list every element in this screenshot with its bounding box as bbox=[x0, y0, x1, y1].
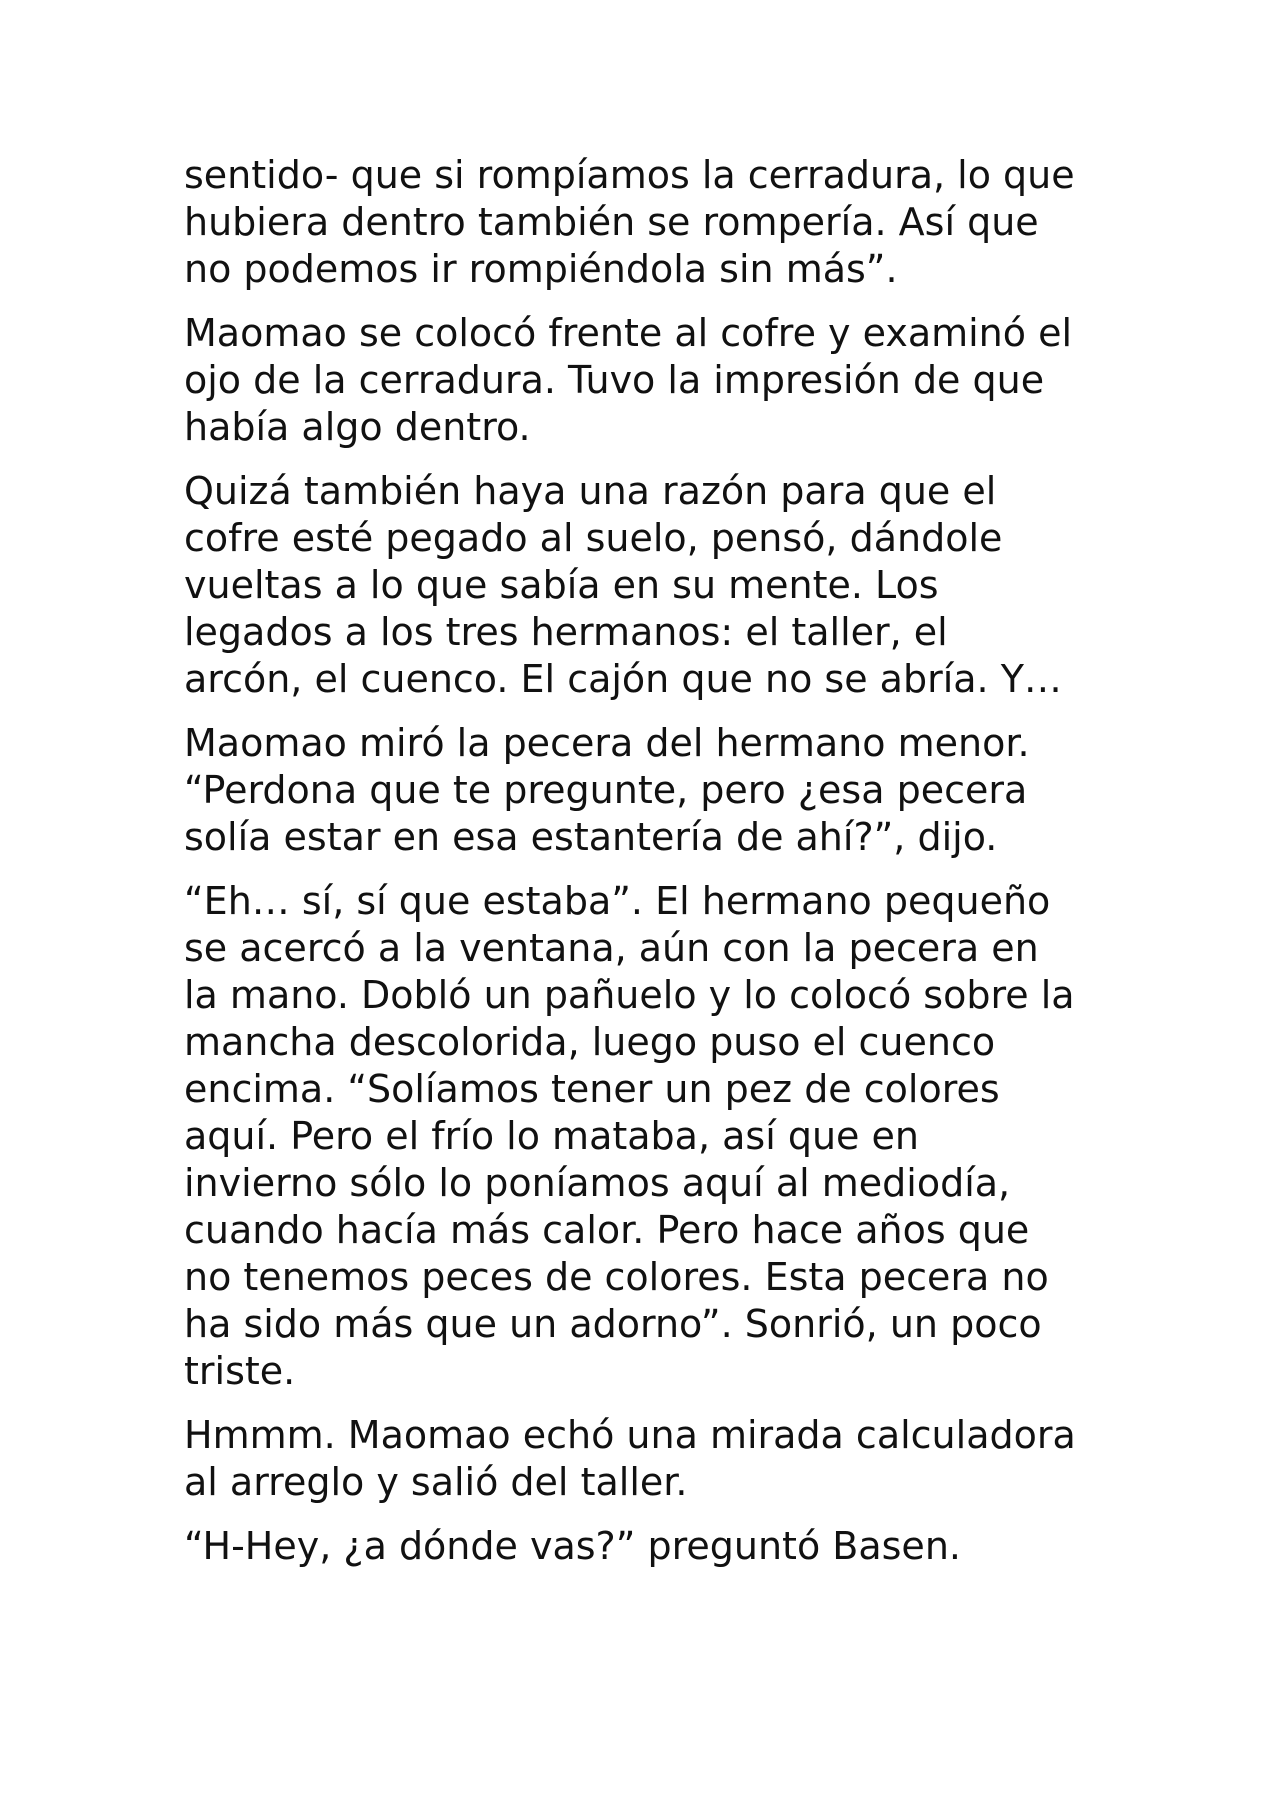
text-line: solía estar en esa estantería de ahí?”, dijo. bbox=[184, 815, 998, 859]
text-line: arcón, el cuenco. El cajón que no se abría. Y… bbox=[184, 657, 1062, 701]
paragraph-5 bbox=[184, 878, 1124, 1395]
paragraph-4 bbox=[184, 720, 1124, 861]
text-line: se acercó a la ventana, aún con la pecera en bbox=[184, 926, 1039, 970]
text-line: “Eh… sí, sí que estaba”. El hermano pequeño bbox=[184, 879, 1051, 923]
paragraph-6 bbox=[184, 1412, 1124, 1506]
paragraph-1 bbox=[184, 152, 1124, 293]
text-line: triste. bbox=[184, 1349, 296, 1393]
text-line: había algo dentro. bbox=[184, 405, 531, 449]
text-line: sentido- que si rompíamos la cerradura, lo que bbox=[184, 153, 1075, 197]
text-line: no podemos ir rompiéndola sin más”. bbox=[184, 247, 898, 291]
text-line: cuando hacía más calor. Pero hace años que bbox=[184, 1208, 1030, 1252]
text-line: encima. “Solíamos tener un pez de colores bbox=[184, 1067, 1000, 1111]
text-line: invierno sólo lo poníamos aquí al mediodía, bbox=[184, 1161, 1011, 1205]
text-line: cofre esté pegado al suelo, pensó, dándole bbox=[184, 516, 1003, 560]
text-line: al arreglo y salió del taller. bbox=[184, 1460, 688, 1504]
paragraph-7 bbox=[184, 1523, 1124, 1570]
document-page bbox=[184, 152, 1124, 1587]
paragraph-3 bbox=[184, 468, 1124, 703]
text-line: hubiera dentro también se rompería. Así que bbox=[184, 200, 1039, 244]
text-line: “H-Hey, ¿a dónde vas?” preguntó Basen. bbox=[184, 1524, 961, 1568]
text-line: la mano. Dobló un pañuelo y lo colocó sobre la bbox=[184, 973, 1075, 1017]
text-line: ojo de la cerradura. Tuvo la impresión de que bbox=[184, 358, 1045, 402]
text-line: Quizá también haya una razón para que el bbox=[184, 469, 997, 513]
text-line: “Perdona que te pregunte, pero ¿esa pecera bbox=[184, 768, 1028, 812]
text-line: ha sido más que un adorno”. Sonrió, un poco bbox=[184, 1302, 1042, 1346]
text-line: aquí. Pero el frío lo mataba, así que en bbox=[184, 1114, 919, 1158]
text-line: Maomao miró la pecera del hermano menor. bbox=[184, 721, 1030, 765]
text-line: legados a los tres hermanos: el taller, el bbox=[184, 610, 948, 654]
text-line: mancha descolorida, luego puso el cuenco bbox=[184, 1020, 996, 1064]
text-line: Maomao se colocó frente al cofre y examinó el bbox=[184, 311, 1073, 355]
text-line: Hmmm. Maomao echó una mirada calculadora bbox=[184, 1413, 1076, 1457]
paragraph-2 bbox=[184, 310, 1124, 451]
text-line: no tenemos peces de colores. Esta pecera no bbox=[184, 1255, 1049, 1299]
text-line: vueltas a lo que sabía en su mente. Los bbox=[184, 563, 939, 607]
